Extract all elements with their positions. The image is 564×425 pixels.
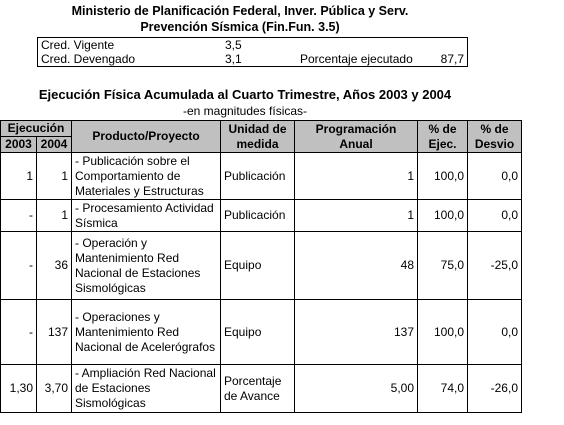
header-unidad: Unidad de medida bbox=[221, 121, 295, 153]
cell-unidad: Publicación bbox=[221, 153, 295, 200]
cell-pct-ejec: 100,0 bbox=[418, 200, 468, 232]
cell-unidad: Equipo bbox=[221, 300, 295, 365]
table-row bbox=[1, 365, 522, 413]
header-producto: Producto/Proyecto bbox=[72, 121, 221, 153]
cell-y2003: 1 bbox=[1, 153, 37, 200]
cell-producto: - Ampliación Red Nacional de Estaciones Sismológicas bbox=[72, 365, 221, 413]
header-pct-ejec: % de Ejec. bbox=[418, 121, 468, 153]
cell-unidad: Porcentaje de Avance bbox=[221, 365, 295, 413]
pct-ejecutado-label: Porcentaje ejecutado bbox=[300, 52, 413, 66]
cell-pct-desvio: 0,0 bbox=[468, 200, 522, 232]
cell-y2004: 1 bbox=[37, 153, 72, 200]
cell-y2004: 137 bbox=[37, 300, 72, 365]
cell-y2004: 1 bbox=[37, 200, 72, 232]
cell-pct-ejec: 75,0 bbox=[418, 232, 468, 300]
cell-unidad: Publicación bbox=[221, 200, 295, 232]
cell-pct-ejec: 74,0 bbox=[418, 365, 468, 413]
cred-vigente-value: 3,5 bbox=[225, 38, 242, 52]
pct-ejecutado-value: 87,7 bbox=[440, 52, 464, 66]
table-row bbox=[1, 153, 522, 200]
cell-y2003: 1,30 bbox=[1, 365, 37, 413]
cell-pct-desvio: 0,0 bbox=[468, 300, 522, 365]
section-title: Ejecución Física Acumulada al Cuarto Trimestre, Años 2003 y 2004 bbox=[38, 87, 452, 102]
cell-unidad: Equipo bbox=[221, 232, 295, 300]
cell-y2004: 3,70 bbox=[37, 365, 72, 413]
cell-pct-desvio: -26,0 bbox=[468, 365, 522, 413]
cred-vigente-label: Cred. Vigente bbox=[41, 38, 115, 52]
cell-pct-desvio: -25,0 bbox=[468, 232, 522, 300]
header-2003: 2003 bbox=[1, 137, 37, 153]
cell-programacion: 1 bbox=[295, 153, 418, 200]
cred-devengado-value: 3,1 bbox=[225, 52, 242, 66]
cell-programacion: 48 bbox=[295, 232, 418, 300]
credits-box bbox=[37, 37, 468, 67]
cell-y2003: - bbox=[1, 232, 37, 300]
section-note: -en magnitudes físicas- bbox=[182, 104, 308, 118]
table-row bbox=[1, 232, 522, 300]
cell-producto: - Operación y Mantenimiento Red Nacional de Estaciones Sismológicas bbox=[72, 232, 221, 300]
cell-y2004: 36 bbox=[37, 232, 72, 300]
table-row bbox=[1, 300, 522, 365]
cred-devengado-label: Cred. Devengado bbox=[41, 52, 136, 66]
cell-pct-ejec: 100,0 bbox=[418, 300, 468, 365]
cell-producto: - Publicación sobre el Comportamiento de Materiales y Estructuras bbox=[72, 153, 221, 200]
program-title: Prevención Sísmica (Fin.Fun. 3.5) bbox=[140, 20, 340, 34]
header-ejecucion: Ejecución bbox=[1, 121, 72, 137]
cell-programacion: 5,00 bbox=[295, 365, 418, 413]
header-programacion: Programación Anual bbox=[295, 121, 418, 153]
header-pct-desvio: % de Desvio bbox=[468, 121, 522, 153]
cell-programacion: 137 bbox=[295, 300, 418, 365]
cell-pct-desvio: 0,0 bbox=[468, 153, 522, 200]
cell-programacion: 1 bbox=[295, 200, 418, 232]
header-2004: 2004 bbox=[37, 137, 72, 153]
cell-y2003: - bbox=[1, 300, 37, 365]
table-row bbox=[1, 200, 522, 232]
cell-producto: - Procesamiento Actividad Sísmica bbox=[72, 200, 221, 232]
ministry-title: Ministerio de Planificación Federal, Inver. Pública y Serv. bbox=[71, 4, 409, 18]
cell-producto: - Operaciones y Mantenimiento Red Nacional de Acelerógrafos bbox=[72, 300, 221, 365]
execution-table bbox=[0, 120, 522, 413]
cell-y2003: - bbox=[1, 200, 37, 232]
cell-pct-ejec: 100,0 bbox=[418, 153, 468, 200]
